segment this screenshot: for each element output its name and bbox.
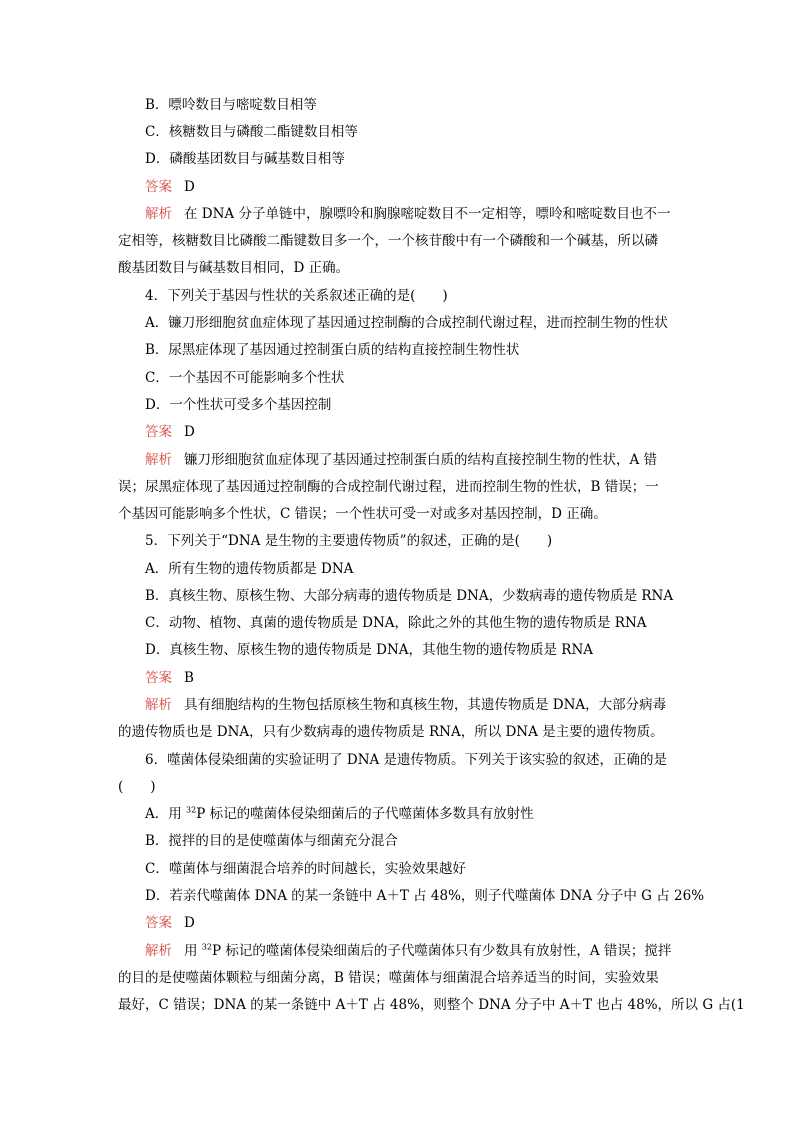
q4-analysis-line-3: 个基因可能影响多个性状，C 错误；一个性状可受一对或多对基因控制，D 正确。 (118, 506, 607, 522)
q6-option-b: B．搅拌的目的是使噬菌体与细菌充分混合 (145, 833, 398, 849)
q6-question-line-2: ( ) (118, 779, 156, 795)
q3-option-b: B．嘌呤数目与嘧啶数目相等 (145, 97, 317, 113)
q4-option-c: C．一个基因不可能影响多个性状 (145, 370, 345, 386)
q5-analysis-line-2: 的遗传物质也是 DNA，只有少数病毒的遗传物质是 RNA，所以 DNA 是主要的遗传物质。 (118, 724, 664, 740)
q5-question: 5．下列关于“DNA 是生物的主要遗传物质”的叙述，正确的是( ) (145, 533, 553, 549)
answer-value: D (184, 179, 195, 195)
analysis-label: 解析 (145, 697, 172, 713)
answer-label: 答案 (145, 424, 172, 440)
analysis-text: 镰刀形细胞贫血症体现了基因通过控制蛋白质的结构直接控制生物的性状，A 错 (184, 452, 658, 468)
q6-option-a: A．用 $^{32}$P 标记的噬菌体侵染细菌后的子代噬菌体多数具有放射性 (145, 805, 534, 822)
q4-analysis-line-2: 误；尿黑症体现了基因通过控制酶的合成控制代谢过程，进而控制生物的性状，B 错误；一 (118, 479, 659, 495)
q6-option-d: D．若亲代噬菌体 DNA 的某一条链中 A＋T 占 48%，则子代噬菌体 DNA 分子中 G 占 26% (145, 888, 705, 904)
q4-option-a: A．镰刀形细胞贫血症体现了基因通过控制酶的合成控制代谢过程，进而控制生物的性状 (145, 315, 668, 331)
analysis-text: 在 DNA 分子单链中，腺嘌呤和胸腺嘧啶数目不一定相等，嘌呤和嘧啶数目也不一 (184, 206, 671, 222)
q5-answer-row (145, 669, 705, 687)
isotope-superscript: 32 (186, 805, 197, 815)
answer-label: 答案 (145, 670, 172, 686)
q6-question-line-1: 6．噬菌体侵染细菌的实验证明了 DNA 是遗传物质。下列关于该实验的叙述，正确的是 (145, 752, 668, 768)
q5-option-b: B．真核生物、原核生物、大部分病毒的遗传物质是 DNA，少数病毒的遗传物质是 RNA (145, 588, 674, 604)
q6-answer-row (145, 914, 705, 932)
isotope-superscript: 32 (201, 942, 212, 952)
answer-label: 答案 (145, 915, 172, 931)
q3-analysis-line-3: 酸基团数目与碱基数目相同，D 正确。 (118, 260, 350, 276)
q5-analysis-line-1 (145, 696, 705, 714)
q5-option-d: D．真核生物、原核生物的遗传物质是 DNA，其他生物的遗传物质是 RNA (145, 642, 594, 658)
q5-option-c: C．动物、植物、真菌的遗传物质是 DNA，除此之外的其他生物的遗传物质是 RNA (145, 615, 647, 631)
analysis-label: 解析 (145, 206, 172, 222)
q4-option-b: B．尿黑症体现了基因通过控制蛋白质的结构直接控制生物性状 (145, 342, 520, 358)
q3-analysis-line-2: 定相等，核糖数目比磷酸二酯键数目多一个，一个核苷酸中有一个磷酸和一个碱基，所以磷 (118, 233, 658, 249)
analysis-label: 解析 (145, 943, 172, 959)
q6-analysis-line-3: 最好，C 错误；DNA 的某一条链中 A＋T 占 48%，则整个 DNA 分子中 A＋T 也占 48%，所以 G 占(1 (118, 997, 745, 1013)
q4-answer-row (145, 423, 705, 441)
answer-value: D (184, 424, 195, 440)
q6-analysis-line-1: 解析 用 $^{32}$P 标记的噬菌体侵染细菌后的子代噬菌体只有少数具有放射性，A 错误；搅拌 (145, 942, 672, 959)
q4-analysis-line-1 (145, 451, 705, 469)
q3-option-c: C．核糖数目与磷酸二酯键数目相等 (145, 124, 358, 140)
q6-analysis-line-2: 的目的是使噬菌体颗粒与细菌分离，B 错误；噬菌体与细菌混合培养适当的时间，实验效果 (118, 970, 659, 986)
q3-option-d: D．磷酸基团数目与碱基数目相等 (145, 151, 345, 167)
q4-question: 4．下列关于基因与性状的关系叙述正确的是( ) (145, 288, 448, 304)
q4-option-d: D．一个性状可受多个基因控制 (145, 397, 332, 413)
q3-analysis-line-1 (145, 205, 705, 223)
analysis-label: 解析 (145, 452, 172, 468)
q3-answer-row (145, 178, 705, 196)
q6-option-c: C．噬菌体与细菌混合培养的时间越长，实验效果越好 (145, 861, 466, 877)
answer-value: D (184, 915, 195, 931)
q5-option-a: A．所有生物的遗传物质都是 DNA (145, 561, 354, 577)
analysis-text: 具有细胞结构的生物包括原核生物和真核生物，其遗传物质是 DNA，大部分病毒 (184, 697, 667, 713)
answer-label: 答案 (145, 179, 172, 195)
answer-value: B (184, 670, 194, 686)
